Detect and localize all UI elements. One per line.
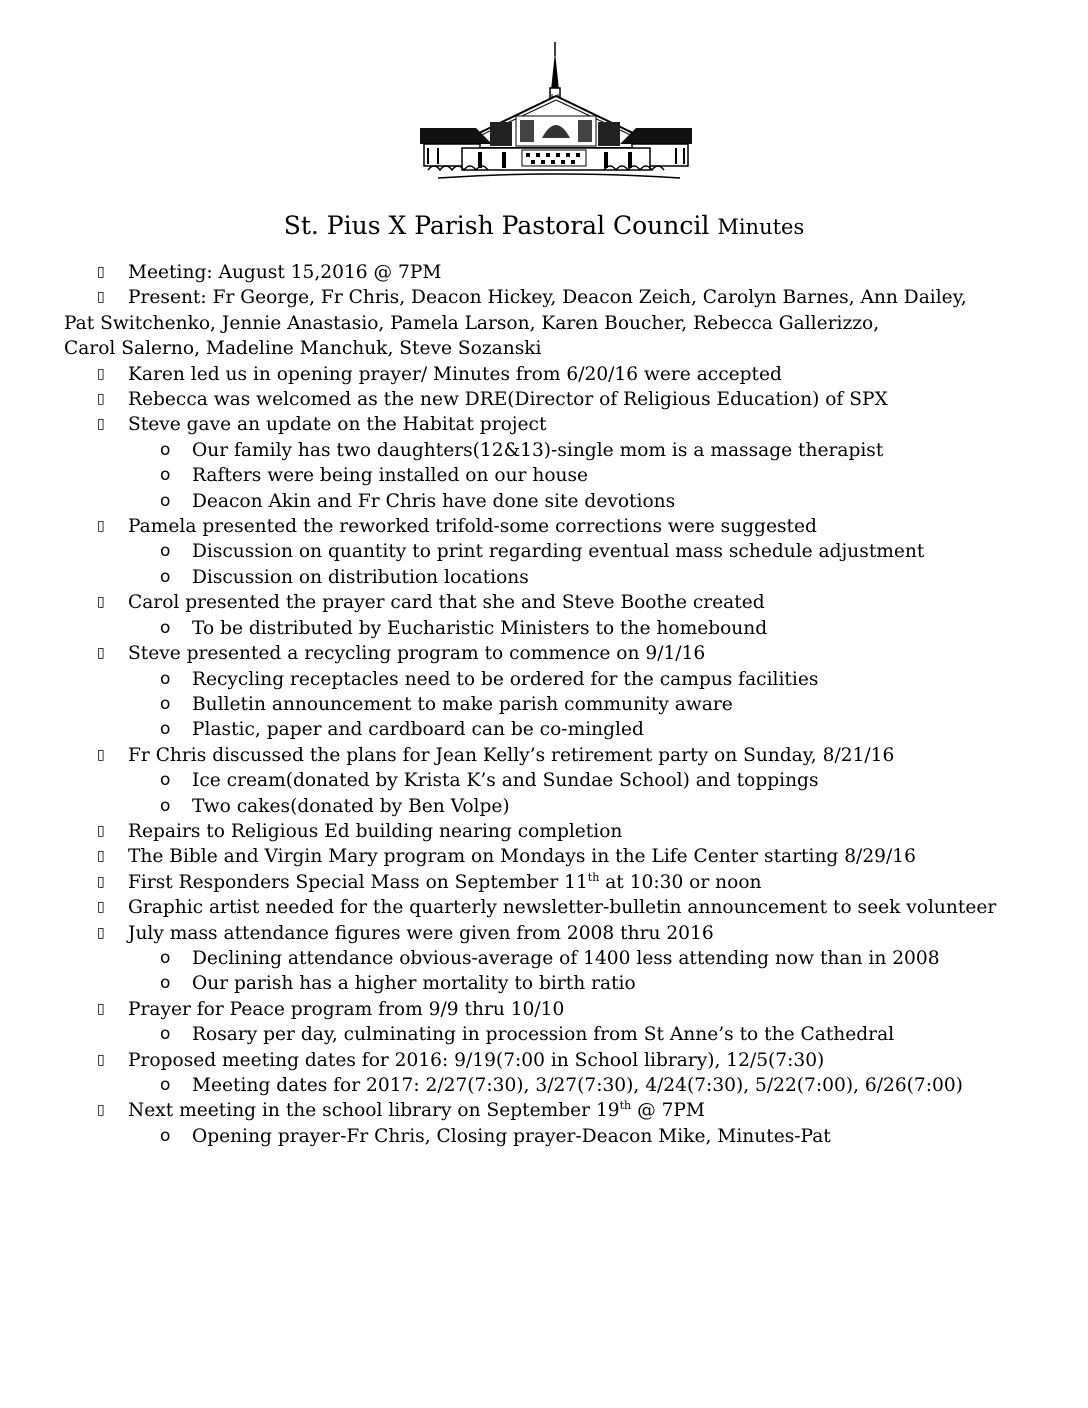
list-item [0,997,1088,1022]
item-text-after: @ 7PM [631,1100,705,1122]
sub-bullet-icon: o [160,795,171,816]
list-item [0,1048,1088,1073]
ordinal-suffix: th [587,870,600,884]
list-item [0,844,1088,869]
sub-list-item [0,1124,1088,1149]
list-item [0,641,1088,666]
item-text: Proposed meeting dates for 2016: 9/19(7:00 in School library), 12/5(7:30) [128,1049,825,1071]
item-text: Steve presented a recycling program to commence on 9/1/16 [128,643,706,665]
item-text: Rafters were being installed on our house [192,465,589,487]
item-text: Our parish has a higher mortality to birth ratio [192,973,636,995]
bullet-icon: ▯ [97,518,105,535]
item-text: Next meeting in the school library on September 19 [128,1100,620,1122]
item-text: Fr Chris discussed the plans for Jean Kelly’s retirement party on Sunday, 8/21/16 [128,744,895,766]
list-item [0,514,1088,539]
item-text: Repairs to Religious Ed building nearing completion [128,820,623,842]
item-text: Graphic artist needed for the quarterly newsletter-bulletin announcement to seek volunteer [128,897,997,919]
bullet-icon: ▯ [97,899,105,916]
item-text: Pamela presented the reworked trifold-some corrections were suggested [128,516,817,538]
sub-list-item [0,489,1088,514]
title-suffix: Minutes [717,215,805,239]
bullet-icon: ▯ [97,873,105,890]
sub-bullet-icon: o [160,947,171,968]
list-item [0,285,1088,310]
bullet-icon: ▯ [97,391,105,408]
item-text: Prayer for Peace program from 9/9 thru 10/10 [128,998,565,1020]
bullet-icon: ▯ [97,1051,105,1068]
item-text: Plastic, paper and cardboard can be co-mingled [192,719,644,741]
item-text: The Bible and Virgin Mary program on Mondays in the Life Center starting 8/29/16 [128,846,916,868]
list-item [0,362,1088,387]
item-text: Present: Fr George, Fr Chris, Deacon Hickey, Deacon Zeich, Carolyn Barnes, Ann Dailey, [128,287,967,309]
item-text: Steve gave an update on the Habitat project [128,414,547,436]
item-text: Bulletin announcement to make parish community aware [192,693,733,715]
list-item [0,412,1088,437]
sub-list-item [0,1022,1088,1047]
sub-list-item [0,616,1088,641]
item-text: To be distributed by Eucharistic Ministers to the homebound [192,617,768,639]
bullet-icon: ▯ [97,848,105,865]
sub-bullet-icon: o [160,617,171,638]
sub-list-item [0,565,1088,590]
item-text: Discussion on distribution locations [192,566,529,588]
sub-bullet-icon: o [160,770,171,791]
sub-list-item [0,463,1088,488]
item-text: Opening prayer-Fr Chris, Closing prayer-Deacon Mike, Minutes-Pat [192,1125,831,1147]
sub-list-item [0,794,1088,819]
item-text: Discussion on quantity to print regarding eventual mass schedule adjustment [192,541,925,563]
sub-bullet-icon: o [160,439,171,460]
sub-bullet-icon: o [160,668,171,689]
list-item [0,1098,1088,1123]
item-text: July mass attendance figures were given from 2008 thru 2016 [128,922,714,944]
item-text: Rosary per day, culminating in procession from St Anne’s to the Cathedral [192,1024,895,1046]
bullet-icon: ▯ [97,1102,105,1119]
sub-list-item [0,692,1088,717]
sub-list-item [0,717,1088,742]
sub-bullet-icon: o [160,1125,171,1146]
item-text: Meeting: August 15,2016 @ 7PM [128,262,442,283]
sub-list-item [0,768,1088,793]
item-text: Meeting dates for 2017: 2/27(7:30), 3/27(7:30), 4/24(7:30), 5/22(7:00), 6/26(7:00) [192,1075,963,1096]
item-text: Rebecca was welcomed as the new DRE(Director of Religious Education) of SPX [128,389,888,411]
sub-list-item [0,667,1088,692]
sub-bullet-icon: o [160,490,171,511]
sub-bullet-icon: o [160,1024,171,1045]
item-text: Pat Switchenko, Jennie Anastasio, Pamela Larson, Karen Boucher, Rebecca Gallerizzo, [64,312,880,334]
item-text: Our family has two daughters(12&13)-single mom is a massage therapist [192,439,884,461]
item-text: Carol Salerno, Madeline Manchuk, Steve Sozanski [64,338,542,360]
sub-bullet-icon: o [160,541,171,562]
church-logo [418,40,694,184]
sub-list-item [0,438,1088,463]
minutes-list [0,260,1088,1149]
bullet-icon: ▯ [97,1000,105,1017]
sub-list-item [0,971,1088,996]
item-text: Carol presented the prayer card that she and Steve Boothe created [128,592,765,614]
list-item [0,590,1088,615]
bullet-icon: ▯ [97,365,105,382]
item-text: Two cakes(donated by Ben Volpe) [192,795,510,817]
bullet-icon: ▯ [97,924,105,941]
list-item [0,870,1088,895]
bullet-icon: ▯ [97,822,105,839]
list-item [0,921,1088,946]
list-item [0,260,1088,285]
list-item [0,387,1088,412]
sub-bullet-icon: o [160,566,171,587]
sub-list-item [0,539,1088,564]
bullet-icon: ▯ [97,645,105,662]
list-item [0,895,1088,920]
item-text: First Responders Special Mass on September 11 [128,871,588,893]
item-text: Karen led us in opening prayer/ Minutes from 6/20/16 were accepted [128,363,782,385]
list-item [0,743,1088,768]
list-item-continuation [0,336,1088,361]
list-item-continuation [0,311,1088,336]
bullet-icon: ▯ [97,746,105,763]
ordinal-suffix: th [619,1099,632,1113]
title-main: St. Pius X Parish Pastoral Council [283,211,710,240]
sub-bullet-icon: o [160,465,171,486]
sub-bullet-icon: o [160,693,171,714]
bullet-icon: ▯ [97,289,105,306]
item-text: Declining attendance obvious-average of 1400 less attending now than in 2008 [192,947,940,969]
sub-bullet-icon: o [160,973,171,994]
sub-bullet-icon: o [160,719,171,740]
sub-bullet-icon: o [160,1075,171,1095]
list-item [0,819,1088,844]
item-text: Recycling receptacles need to be ordered for the campus facilities [192,668,819,690]
bullet-icon: ▯ [97,416,105,433]
item-text-after: at 10:30 or noon [599,871,762,893]
item-text: Deacon Akin and Fr Chris have done site devotions [192,490,676,512]
item-text: Ice cream(donated by Krista K’s and Sundae School) and toppings [192,770,819,792]
sub-list-item [0,1073,1088,1098]
bullet-icon: ▯ [97,594,105,611]
page-title [0,208,1088,245]
bullet-icon: ▯ [97,264,105,280]
sub-list-item [0,946,1088,971]
